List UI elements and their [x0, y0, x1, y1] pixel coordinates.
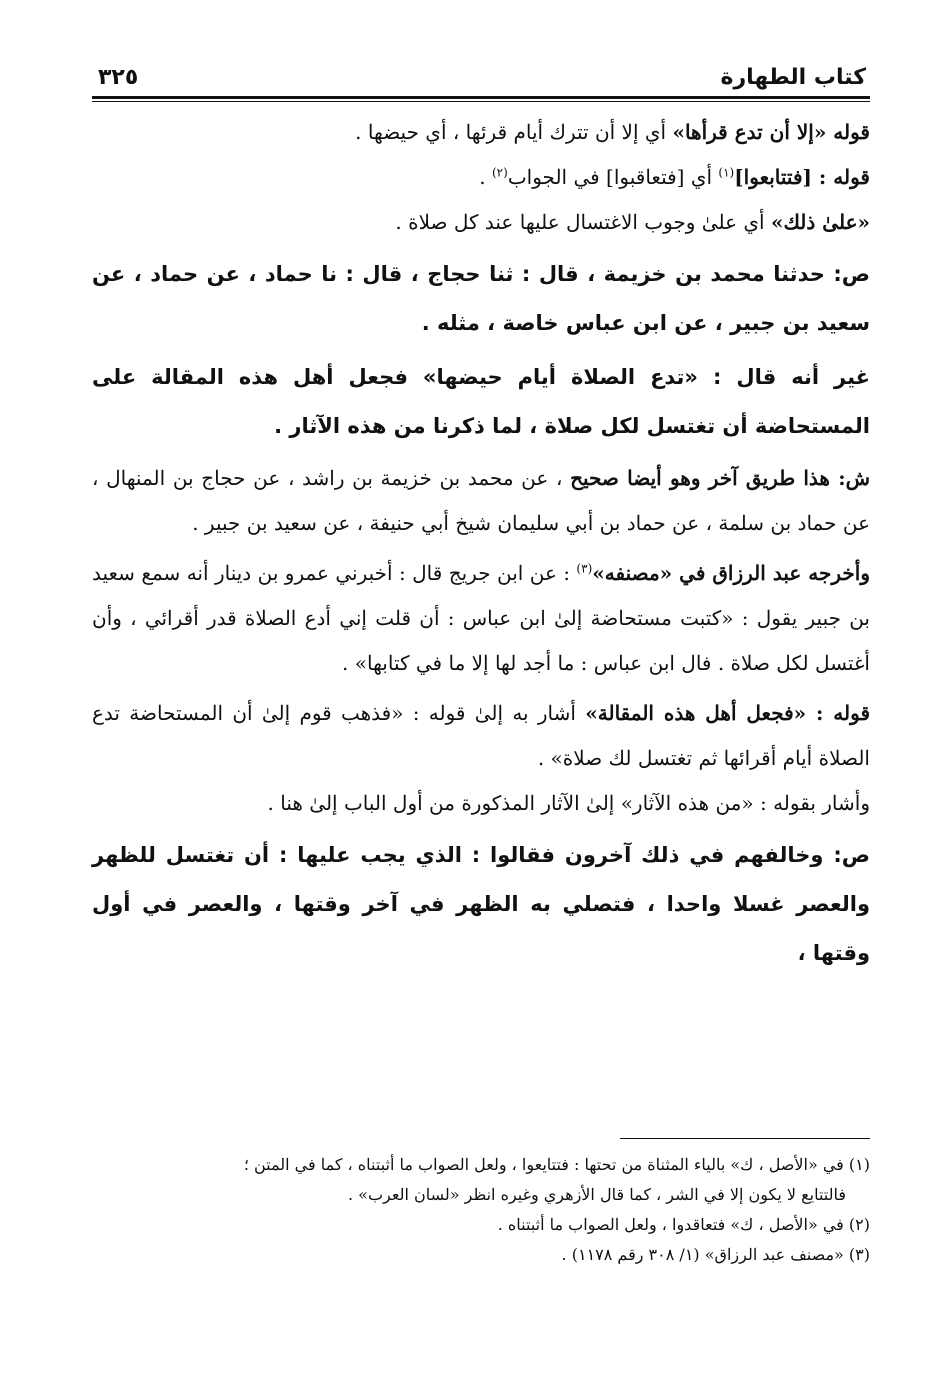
commentary-text: : عن ابن جريج قال : أخبرني عمرو بن دينار أنه سمع سعيد بن جبير يقول : «كتبت مستحاضة إلىٰ ابن عباس : أن قلت إني أدع الصلاة قدر أقرائي ، وأن أغتسل لكل صلاة . فال ابن عباس : ما أجد لها إلا ما في كتابها» . — [92, 561, 870, 675]
commentary-heading: ش: هذا طريق آخر وهو أيضا صحيح — [570, 466, 871, 490]
commentary-text: أشار به إلىٰ قوله : «فذهب قوم إلىٰ أن المستحاضة تدع الصلاة أيام أقرائها ثم تغتسل لك صلاة» . — [92, 701, 870, 770]
footnote-1-continued: فالتتايع لا يكون إلا في الشر ، كما قال الأزهري وغيره انظر «لسان العرب» . — [348, 1185, 846, 1204]
paragraph-8 — [92, 691, 870, 781]
paragraph-4 — [92, 250, 870, 348]
paragraph-3 — [92, 200, 870, 245]
commentary-text: أي علىٰ وجوب الاغتسال عليها عند كل صلاة . — [395, 210, 771, 234]
paragraph-5 — [92, 353, 870, 451]
footnote-separator — [620, 1138, 870, 1139]
paragraph-10 — [92, 831, 870, 978]
footnote-marker-3: (٣) — [576, 561, 593, 576]
footnote-3: (٣) «مصنف عبد الرزاق» (١/ ٣٠٨ رقم ١١٧٨) . — [561, 1245, 870, 1264]
book-page — [92, 44, 870, 1344]
body-text — [92, 110, 870, 978]
header-rule-thin — [92, 101, 870, 102]
footnote-marker-2: (٢) — [491, 165, 508, 180]
paragraph-7 — [92, 551, 870, 686]
commentary-text: أي [فتعاقبوا] في الجواب — [507, 165, 719, 189]
page-number: ٣٢٥ — [98, 65, 139, 90]
paragraph-6 — [92, 456, 870, 546]
main-text: حدثنا محمد بن خزيمة ، قال : ثنا حجاج ، قال : نا حماد ، عن حماد ، عن سعيد بن جبير ، عن ابن عباس خاصة ، مثله . — [92, 262, 870, 335]
book-title: كتاب الطهارة — [720, 65, 866, 90]
quoted-phrase: قوله : [فتتابعوا] — [734, 165, 870, 189]
commentary-heading: وأخرجه عبد الرزاق في «مصنفه» — [592, 561, 871, 585]
paragraph-1 — [92, 110, 870, 155]
running-header — [92, 44, 870, 90]
quoted-phrase: قوله : «فجعل أهل هذه المقالة» — [585, 701, 871, 725]
commentary-text-end: . — [479, 165, 492, 189]
quoted-phrase: قوله «إلا أن تدع قرأها» — [672, 120, 870, 144]
commentary-text: ، عن محمد بن خزيمة بن راشد ، عن حجاج بن المنهال ، عن حماد بن سلمة ، عن حماد بن أبي سليمان شيخ أبي حنيفة ، عن سعيد بن جبير . — [92, 466, 870, 535]
footnote-1: (١) في «الأصل ، ك» بالياء المثناة من تحتها : فتتايعوا ، ولعل الصواب ما أثبتناه ، كما في المتن ؛ — [243, 1155, 870, 1174]
footnote-marker-1: (١) — [718, 165, 735, 180]
header-rule-thick — [92, 96, 870, 99]
section-marker: ص: — [833, 262, 870, 286]
commentary-text: أي إلا أن تترك أيام قرئها ، أي حيضها . — [355, 120, 673, 144]
main-text: غير أنه قال : «تدع الصلاة أيام حيضها» فجعل أهل هذه المقالة على المستحاضة أن تغتسل لكل صلاة ، لما ذكرنا من هذه الآثار . — [92, 365, 870, 438]
commentary-text: وأشار بقوله : «من هذه الآثار» إلىٰ الآثار المذكورة من أول الباب إلىٰ هنا . — [267, 791, 870, 815]
paragraph-9 — [92, 781, 870, 826]
footnotes — [92, 1150, 870, 1270]
paragraph-2 — [92, 155, 870, 200]
quoted-phrase: «علىٰ ذلك» — [770, 210, 870, 234]
footnote-2: (٢) في «الأصل ، ك» فتعاقدوا ، ولعل الصواب ما أثبتناه . — [497, 1215, 870, 1234]
main-text: ص: وخالفهم في ذلك آخرون فقالوا : الذي يجب عليها : أن تغتسل للظهر والعصر غسلا واحدا ، فتصلي به الظهر في آخر وقتها ، والعصر في أول وقتها ، — [92, 843, 870, 965]
